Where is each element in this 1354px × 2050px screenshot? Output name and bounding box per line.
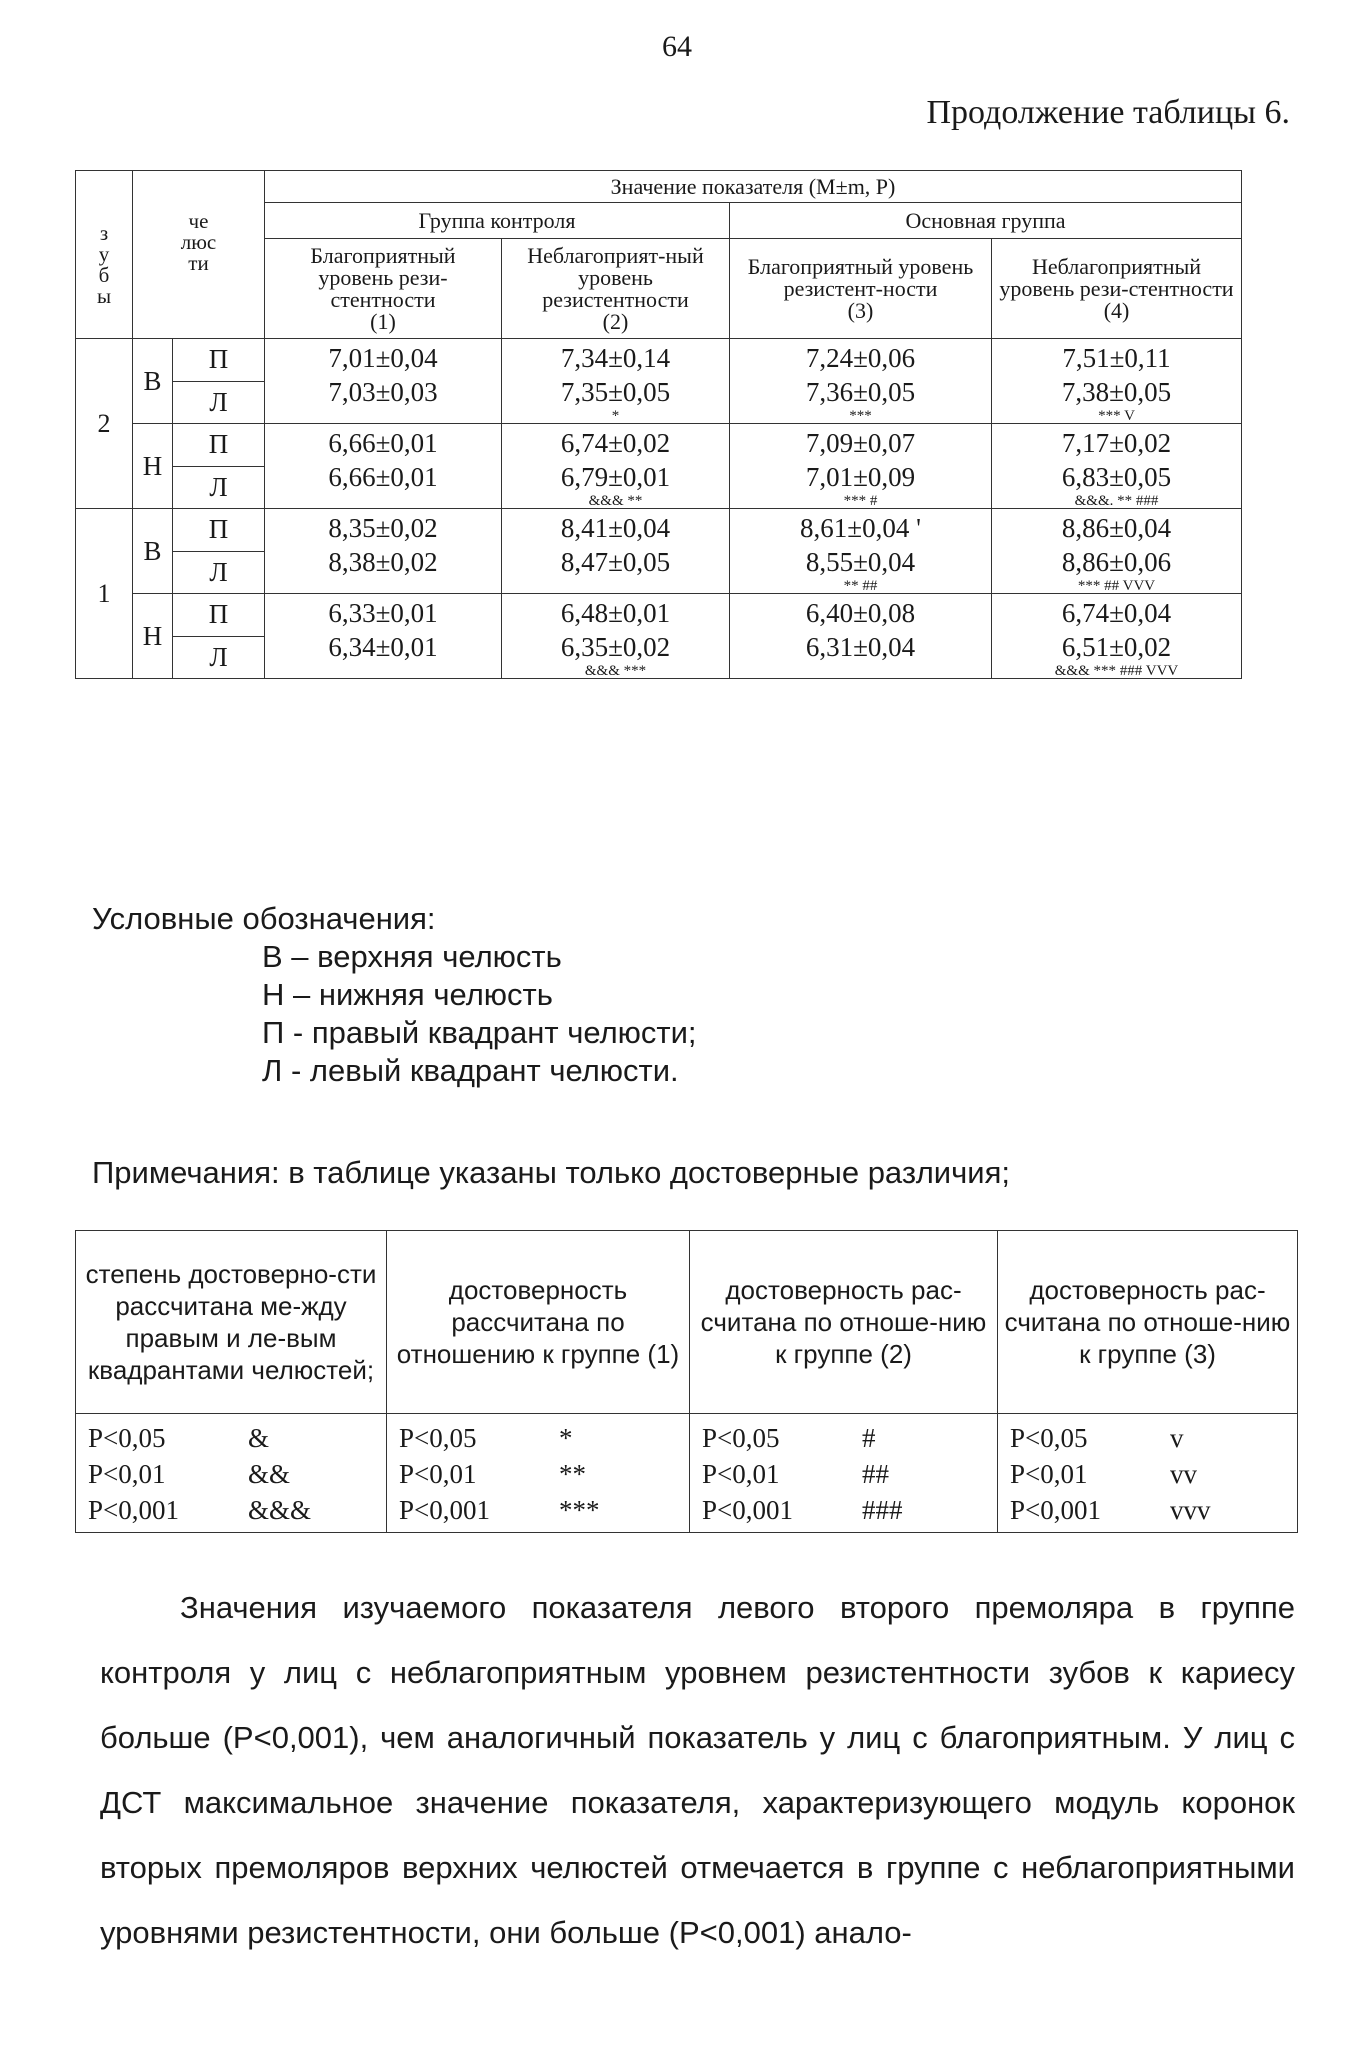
symbol: v bbox=[1170, 1423, 1184, 1453]
value-right: 7,01±0,04 bbox=[328, 343, 438, 373]
value-cell bbox=[992, 424, 1242, 509]
significance-marks: *** V bbox=[1098, 408, 1135, 424]
value-right: 8,41±0,04 bbox=[560, 513, 671, 543]
significance-row bbox=[88, 1456, 374, 1492]
significance-row bbox=[702, 1456, 985, 1492]
results-table bbox=[75, 170, 1242, 679]
value-right: 6,74±0,02 bbox=[560, 428, 671, 458]
symbol: vv bbox=[1170, 1459, 1197, 1489]
value-right: 7,24±0,06 bbox=[805, 343, 916, 373]
value-cell bbox=[992, 509, 1242, 594]
symbol: vvv bbox=[1170, 1495, 1211, 1525]
value-cell bbox=[265, 339, 502, 424]
p-value: P<0,001 bbox=[399, 1495, 490, 1525]
value-cell bbox=[502, 509, 730, 594]
quadrant-left-label: Л bbox=[173, 381, 265, 424]
legend-item: П - правый квадрант челюсти; bbox=[262, 1015, 697, 1050]
paragraph-text: Значения изучаемого показателя левого второго премоляра в группе контроля у лиц с неблагоприятным уровнем резистентности зубов к кариесу больше (P<0,001), чем аналогичный показатель у лиц с благоприятным. У лиц с ДСТ максимальное значение показателя, характеризующего модуль коронок вторых премоляров верхних челюстей отмечается в группе с неблагоприятными уровнями резистентности, они больше (P<0,001) анало- bbox=[100, 1590, 1295, 1950]
value-left: 7,36±0,05 bbox=[805, 377, 916, 407]
p-value: P<0,01 bbox=[1010, 1459, 1088, 1489]
value-cell bbox=[992, 594, 1242, 679]
symbol: ## bbox=[862, 1459, 889, 1489]
value-right: 7,34±0,14 bbox=[560, 343, 671, 373]
value-right: 6,33±0,01 bbox=[328, 598, 438, 628]
value-left: 7,38±0,05 bbox=[1061, 377, 1172, 407]
significance-table bbox=[75, 1230, 1298, 1533]
value-cell bbox=[502, 339, 730, 424]
p-value: P<0,05 bbox=[399, 1423, 477, 1453]
p-value: P<0,01 bbox=[88, 1459, 166, 1489]
quadrant-right-label: П bbox=[173, 509, 265, 552]
p-value: P<0,001 bbox=[702, 1495, 793, 1525]
value-left: 6,31±0,04 bbox=[805, 632, 916, 662]
value-right: 6,74±0,04 bbox=[1061, 598, 1172, 628]
value-cell bbox=[730, 339, 992, 424]
jaw-label: Н bbox=[133, 424, 173, 509]
significance-levels bbox=[76, 1414, 387, 1533]
significance-marks: &&& ** bbox=[588, 493, 643, 509]
value-left: 7,01±0,09 bbox=[805, 462, 916, 492]
significance-row bbox=[1010, 1456, 1285, 1492]
symbol: *** bbox=[559, 1495, 600, 1525]
significance-marks: ** ## bbox=[843, 578, 878, 594]
quadrant-left-label: Л bbox=[173, 466, 265, 509]
value-right: 7,51±0,11 bbox=[1062, 343, 1171, 373]
value-cell bbox=[730, 424, 992, 509]
indicator-value-header: Значение показателя (M±m, P) bbox=[265, 171, 1242, 203]
significance-marks: &&& *** bbox=[584, 663, 647, 679]
value-right: 8,61±0,04 ' bbox=[800, 513, 921, 543]
significance-row bbox=[399, 1492, 677, 1528]
quadrant-right-label: П bbox=[173, 424, 265, 467]
subgroup-header-number: (4) bbox=[1103, 297, 1130, 323]
p-value: P<0,05 bbox=[702, 1423, 780, 1453]
subgroup-header-text: Благоприятный уровень резистент-ности bbox=[747, 253, 974, 301]
value-right: 8,35±0,02 bbox=[328, 513, 438, 543]
significance-levels bbox=[387, 1414, 690, 1533]
value-left: 7,35±0,05 bbox=[560, 377, 671, 407]
significance-levels bbox=[690, 1414, 998, 1533]
subgroup-header-4 bbox=[992, 239, 1242, 339]
significance-row bbox=[1010, 1420, 1285, 1456]
value-right: 8,86±0,04 bbox=[1061, 513, 1172, 543]
table-continuation-caption: Продолжение таблицы 6. bbox=[926, 94, 1290, 131]
value-left: 6,79±0,01 bbox=[560, 462, 671, 492]
body-paragraph bbox=[100, 1575, 1295, 1965]
legend-title: Условные обозначения: bbox=[92, 901, 436, 936]
value-left: 6,83±0,05 bbox=[1061, 462, 1172, 492]
p-value: P<0,001 bbox=[1010, 1495, 1101, 1525]
subgroup-header-3 bbox=[730, 239, 992, 339]
symbol: * bbox=[559, 1423, 573, 1453]
legend-item: В – верхняя челюсть bbox=[262, 939, 562, 974]
significance-marks: *** # bbox=[843, 493, 878, 509]
p-value: P<0,05 bbox=[1010, 1423, 1088, 1453]
significance-row bbox=[88, 1492, 374, 1528]
value-right: 6,40±0,08 bbox=[805, 598, 916, 628]
value-left: 6,34±0,01 bbox=[328, 632, 438, 662]
value-cell bbox=[265, 509, 502, 594]
symbol: ** bbox=[559, 1459, 586, 1489]
subgroup-header-number: (1) bbox=[370, 308, 396, 334]
quadrant-right-label: П bbox=[173, 594, 265, 637]
jaw-label: В bbox=[133, 339, 173, 424]
symbol: # bbox=[862, 1423, 876, 1453]
value-cell bbox=[502, 594, 730, 679]
main-group-header: Основная группа bbox=[730, 203, 1242, 239]
value-right: 6,48±0,01 bbox=[560, 598, 671, 628]
quadrant-right-label: П bbox=[173, 339, 265, 382]
value-left: 7,03±0,03 bbox=[328, 377, 438, 407]
value-cell bbox=[265, 424, 502, 509]
symbol: &&& bbox=[248, 1495, 312, 1525]
symbol: ### bbox=[862, 1495, 903, 1525]
value-cell bbox=[730, 594, 992, 679]
subgroup-header-number: (2) bbox=[602, 308, 629, 334]
value-right: 7,17±0,02 bbox=[1061, 428, 1172, 458]
legend bbox=[92, 900, 697, 1090]
value-left: 8,86±0,06 bbox=[1061, 547, 1172, 577]
significance-header: степень достоверно-сти рассчитана ме-жду правым и ле-вым квадрантами челюстей; bbox=[76, 1231, 387, 1414]
significance-marks: &&&. ** ### bbox=[1074, 493, 1159, 509]
significance-row bbox=[88, 1420, 374, 1456]
symbol: & bbox=[248, 1423, 270, 1453]
jaw-column-header: че люс ти bbox=[133, 171, 265, 339]
value-left: 6,66±0,01 bbox=[328, 462, 438, 492]
value-left: 6,35±0,02 bbox=[560, 632, 671, 662]
subgroup-header-text: Неблагоприят-ный уровень резистентности bbox=[527, 242, 704, 312]
significance-row bbox=[702, 1492, 985, 1528]
significance-header: достоверность рассчитана по отношению к группе (1) bbox=[387, 1231, 690, 1414]
tooth-number: 2 bbox=[76, 339, 133, 509]
jaw-label: Н bbox=[133, 594, 173, 679]
significance-row bbox=[1010, 1492, 1285, 1528]
significance-marks: *** ## VVV bbox=[1077, 578, 1156, 594]
tooth-number: 1 bbox=[76, 509, 133, 679]
subgroup-header-text: Благоприятный уровень рези-стентности bbox=[310, 242, 456, 312]
subgroup-header-1 bbox=[265, 239, 502, 339]
significance-marks: * bbox=[611, 408, 620, 424]
value-cell bbox=[992, 339, 1242, 424]
quadrant-left-label: Л bbox=[173, 551, 265, 594]
value-right: 7,09±0,07 bbox=[805, 428, 916, 458]
significance-marks: &&& *** ### VVV bbox=[1054, 663, 1179, 679]
legend-item: Н – нижняя челюсть bbox=[262, 977, 553, 1012]
significance-row bbox=[399, 1456, 677, 1492]
value-left: 8,55±0,04 bbox=[805, 547, 916, 577]
subgroup-header-text: Неблагоприятный уровень рези-стентности bbox=[999, 253, 1234, 301]
significance-header: достоверность рас-считана по отноше-нию к группе (3) bbox=[998, 1231, 1298, 1414]
value-cell bbox=[502, 424, 730, 509]
value-cell bbox=[265, 594, 502, 679]
value-left: 6,51±0,02 bbox=[1061, 632, 1172, 662]
teeth-column-header: з у б ы bbox=[76, 171, 133, 339]
legend-item: Л - левый квадрант челюсти. bbox=[262, 1053, 679, 1088]
value-right: 6,66±0,01 bbox=[328, 428, 438, 458]
value-left: 8,47±0,05 bbox=[560, 547, 671, 577]
notes-title: Примечания: в таблице указаны только достоверные различия; bbox=[92, 1155, 1010, 1190]
significance-row bbox=[399, 1420, 677, 1456]
subgroup-header-2 bbox=[502, 239, 730, 339]
page-number: 64 bbox=[662, 30, 692, 63]
jaw-label: В bbox=[133, 509, 173, 594]
significance-marks: *** bbox=[849, 408, 872, 424]
value-cell bbox=[730, 509, 992, 594]
quadrant-left-label: Л bbox=[173, 636, 265, 679]
significance-header: достоверность рас-считана по отноше-нию к группе (2) bbox=[690, 1231, 998, 1414]
symbol: && bbox=[248, 1459, 291, 1489]
significance-row bbox=[702, 1420, 985, 1456]
subgroup-header-number: (3) bbox=[847, 297, 874, 323]
p-value: P<0,01 bbox=[702, 1459, 780, 1489]
significance-levels bbox=[998, 1414, 1298, 1533]
control-group-header: Группа контроля bbox=[265, 203, 730, 239]
p-value: P<0,05 bbox=[88, 1423, 166, 1453]
value-left: 8,38±0,02 bbox=[328, 547, 438, 577]
p-value: P<0,001 bbox=[88, 1495, 179, 1525]
p-value: P<0,01 bbox=[399, 1459, 477, 1489]
